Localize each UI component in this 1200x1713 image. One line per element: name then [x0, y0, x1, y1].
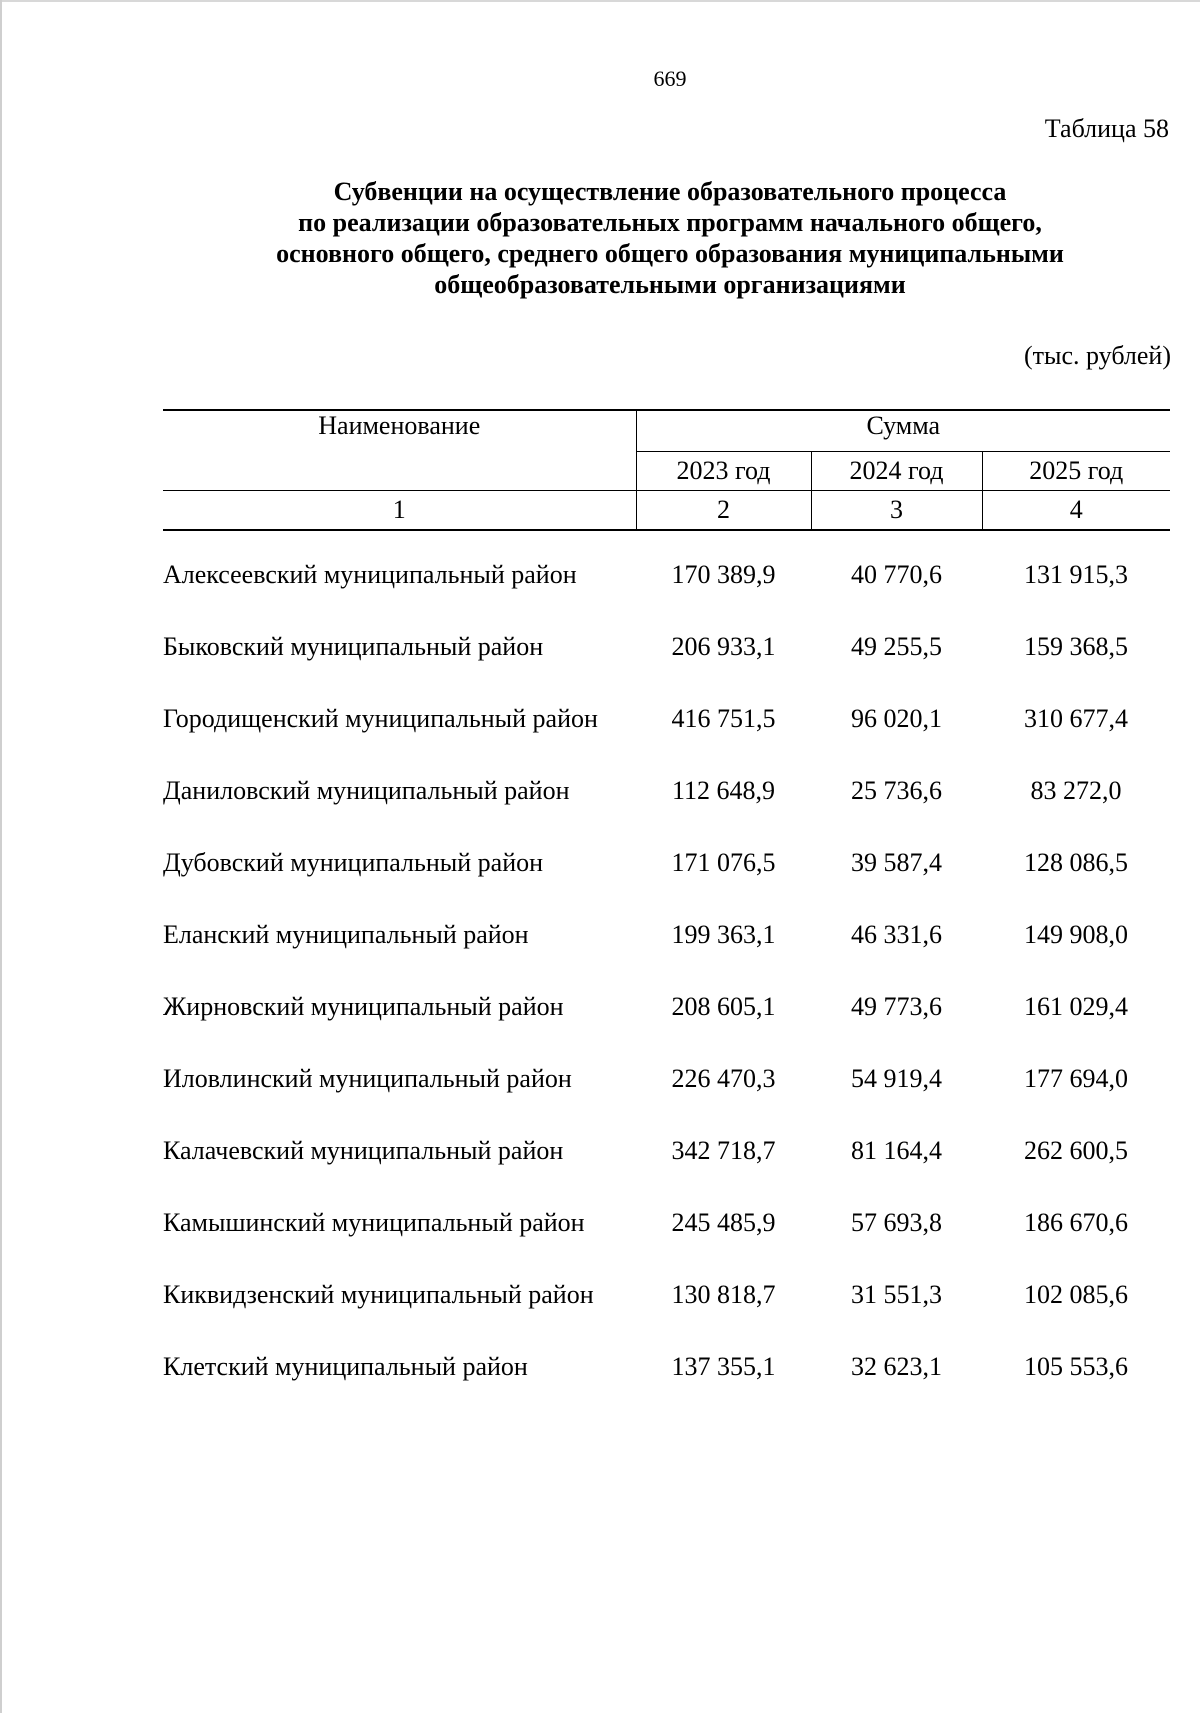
amount-2025: 177 694,0: [1024, 1064, 1128, 1093]
amount-2023: 112 648,9: [671, 776, 776, 805]
title-line: по реализации образовательных программ начального общего,: [298, 208, 1042, 237]
table-row: [163, 919, 1170, 991]
amount-2024: 46 331,6: [851, 920, 942, 949]
amount-2025: 131 915,3: [1024, 560, 1128, 589]
table-label: Таблица 58: [1044, 114, 1169, 143]
district-name: Клетский муниципальный район: [163, 1352, 528, 1381]
amount-2024: 54 919,4: [851, 1064, 942, 1093]
amount-2025: 186 670,6: [1024, 1208, 1128, 1237]
amount-2023: 245 485,9: [671, 1208, 776, 1237]
amount-2023: 199 363,1: [671, 920, 776, 949]
amount-2025: 310 677,4: [1024, 704, 1128, 733]
table-row: [163, 1135, 1170, 1207]
amount-2023: 208 605,1: [671, 992, 776, 1021]
header-year-2024: 2024 год: [811, 452, 982, 491]
district-name: Киквидзенский муниципальный район: [163, 1280, 594, 1309]
amount-2025: 262 600,5: [1024, 1136, 1128, 1165]
district-name: Даниловский муниципальный район: [163, 776, 570, 805]
amount-2025: 105 553,6: [1024, 1352, 1128, 1381]
title-line: Субвенции на осуществление образовательного процесса: [333, 177, 1007, 206]
units-note: (тыс. рублей): [1023, 341, 1171, 370]
amount-2024: 25 736,6: [851, 776, 942, 805]
amount-2023: 342 718,7: [671, 1136, 776, 1165]
table-row: [163, 703, 1170, 775]
amount-2024: 40 770,6: [851, 560, 942, 589]
district-name: Калачевский муниципальный район: [163, 1136, 564, 1165]
district-name: Еланский муниципальный район: [163, 920, 529, 949]
document-title: [200, 176, 1140, 300]
header-column-number: 2: [636, 491, 811, 531]
header-column-number: 3: [811, 491, 982, 531]
district-name: Алексеевский муниципальный район: [163, 560, 577, 589]
district-name: Жирновский муниципальный район: [163, 992, 564, 1021]
amount-2023: 206 933,1: [671, 632, 776, 661]
amount-2024: 49 255,5: [851, 632, 942, 661]
table-row: [163, 847, 1170, 919]
district-name: Городищенский муниципальный район: [163, 704, 598, 733]
table-row: [163, 1063, 1170, 1135]
district-name: Камышинский муниципальный район: [163, 1208, 585, 1237]
scan-edge-left: [0, 0, 2, 1713]
header-year-2023: 2023 год: [636, 452, 811, 491]
subventions-table: [163, 409, 1170, 1423]
amount-2024: 96 020,1: [851, 704, 942, 733]
table-row: [163, 991, 1170, 1063]
amount-2024: 32 623,1: [851, 1352, 942, 1381]
header-column-number: 4: [982, 491, 1170, 531]
amount-2025: 102 085,6: [1024, 1280, 1128, 1309]
title-line: основного общего, среднего общего образования муниципальными: [276, 239, 1064, 268]
district-name: Дубовский муниципальный район: [163, 848, 544, 877]
amount-2023: 226 470,3: [671, 1064, 776, 1093]
table-row: [163, 1207, 1170, 1279]
district-name: Иловлинский муниципальный район: [163, 1064, 572, 1093]
district-name: Быковский муниципальный район: [163, 632, 544, 661]
amount-2025: 83 272,0: [1030, 776, 1122, 805]
table-row: [163, 775, 1170, 847]
amount-2024: 57 693,8: [851, 1208, 942, 1237]
amount-2023: 171 076,5: [671, 848, 776, 877]
table-body: [163, 530, 1170, 1423]
page-number: 669: [653, 66, 687, 91]
amount-2025: 159 368,5: [1024, 632, 1128, 661]
header-sum: Сумма: [636, 410, 1170, 452]
amount-2024: 81 164,4: [851, 1136, 942, 1165]
amount-2024: 31 551,3: [851, 1280, 942, 1309]
amount-2023: 130 818,7: [671, 1280, 776, 1309]
header-column-number: 1: [163, 491, 636, 531]
amount-2024: 49 773,6: [851, 992, 942, 1021]
amount-2025: 161 029,4: [1024, 992, 1128, 1021]
amount-2023: 170 389,9: [671, 560, 776, 589]
amount-2025: 149 908,0: [1024, 920, 1128, 949]
table-row: [163, 631, 1170, 703]
table-row: [163, 559, 1170, 631]
amount-2023: 137 355,1: [671, 1352, 776, 1381]
amount-2024: 39 587,4: [851, 848, 942, 877]
table-row: [163, 1351, 1170, 1423]
amount-2025: 128 086,5: [1024, 848, 1128, 877]
header-year-2025: 2025 год: [982, 452, 1170, 491]
amount-2023: 416 751,5: [671, 704, 776, 733]
scan-edge-top: [0, 0, 1200, 2]
table-row: [163, 1279, 1170, 1351]
title-line: общеобразовательными организациями: [434, 270, 906, 299]
header-name: Наименование: [163, 410, 636, 491]
